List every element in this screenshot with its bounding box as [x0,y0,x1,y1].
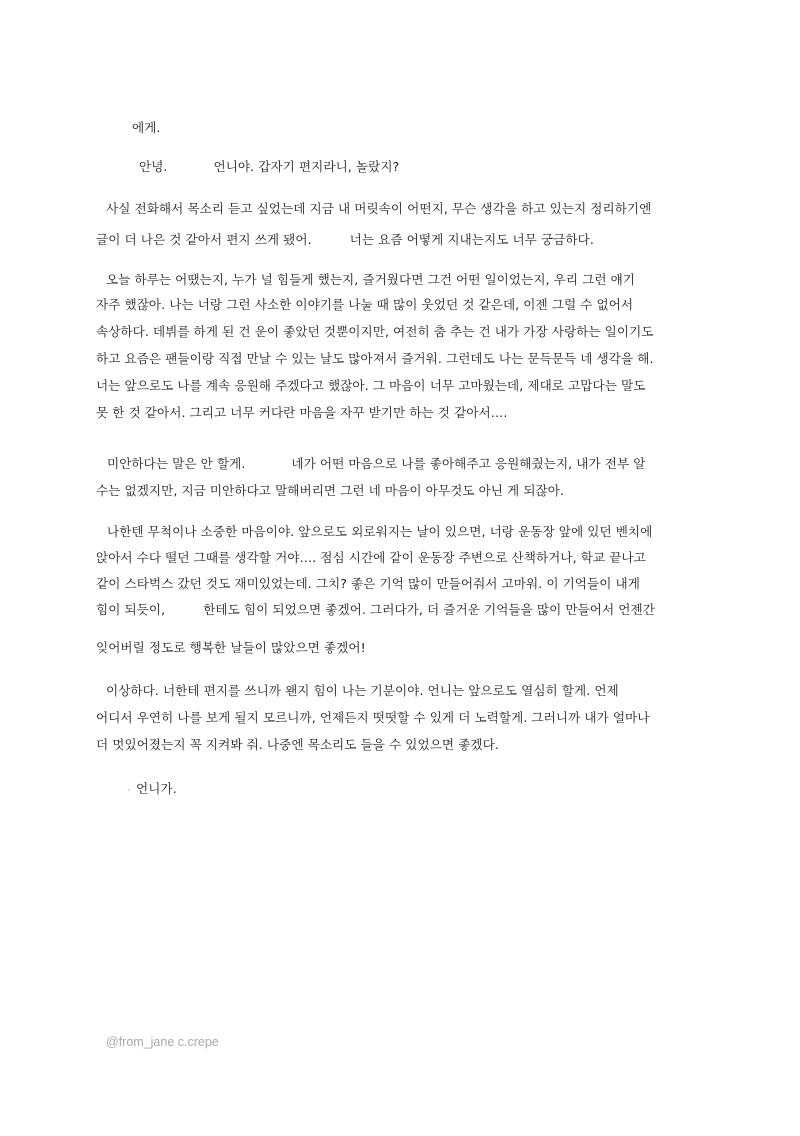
closing [128,781,738,797]
paragraph-line: 앉아서 수다 떨던 그때를 생각할 거야…. 점심 시간에 같이 운동장 주변으로 산책하거나, 학교 끝나고 [96,550,646,565]
paragraph-line: 잊어버릴 정도로 행복한 날들이 많았으면 좋겠어! [96,640,366,655]
paragraph-line: 나한텐 무척이나 소중한 마음이야. 앞으로도 외로워지는 날이 있으면, 너랑 운동장 앞에 있던 벤치에 [107,524,653,539]
paragraph-line-part: 미안하다는 말은 안 할게. [107,456,246,471]
paragraph-line: 속상하다. 데뷔를 하게 된 건 운이 좋았던 것뿐이지만, 여전히 춤 추는 건 내가 가장 사랑하는 일이기도 [96,324,654,339]
paragraph-line [96,602,706,618]
salutation: 에게. [132,120,161,135]
paragraph-line: 이상하다. 너한테 편지를 쓰니까 왠지 힘이 나는 기분이야. 언니는 앞으로도 열심히 할게. 언제 [106,683,619,698]
paragraph-line: 자주 했잖아. 나는 너랑 그런 사소한 이야기를 나눌 때 많이 웃었던 것 같은데, 이젠 그럴 수 없어서 [96,297,634,312]
paragraph-line: 못 한 것 같아서. 그리고 너무 커다란 마음을 자꾸 받기만 하는 것 같아서…. [96,405,508,420]
closing-text: 언니가. [136,781,177,796]
paragraph-line: 수는 없겠지만, 지금 미안하다고 말해버리면 그런 네 마음이 아무것도 아닌 게 되잖아. [96,483,565,498]
paragraph-line: 어디서 우연히 나를 보게 될지 모르니까, 언제든지 떳떳할 수 있게 더 노력할게. 그러니까 내가 얼마나 [96,710,650,725]
paragraph-line-part: 글이 더 나은 것 같아서 편지 쓰게 됐어. [96,232,312,247]
paragraph-line-part: 네가 어떤 마음으로 나를 좋아해주고 응원해줬는지, 내가 전부 알 [291,456,646,471]
footer-credit: @from_jane c.crepe [106,1035,219,1049]
paragraph-line: 더 멋있어졌는지 꼭 지켜봐 줘. 나중엔 목소리도 들을 수 있었으면 좋겠다. [96,737,499,752]
greeting [139,159,749,175]
paragraph-line: 하고 요즘은 팬들이랑 직접 만날 수 있는 날도 많아져서 즐거워. 그런데도 나는 문득문득 네 생각을 해. [96,351,654,366]
greeting-part-2: 언니야. 갑자기 편지라니, 놀랐지? [213,159,400,174]
greeting-part-1: 안녕. [139,159,168,174]
paragraph-line: 너는 앞으로도 나를 계속 응원해 주겠다고 했잖아. 그 마음이 너무 고마웠는데, 제대로 고맙다는 말도 [96,378,646,393]
paragraph-line [107,456,717,472]
paragraph-line-part: 한테도 힘이 되었으면 좋겠어. 그러다가, 더 즐거운 기억들을 많이 만들어서 언젠간 [203,602,655,617]
paragraph-line: 오늘 하루는 어땠는지, 누가 널 힘들게 했는지, 즐거웠다면 그건 어떤 일이었는지, 우리 그런 얘기 [106,272,636,287]
paragraph-line: 같이 스타벅스 갔던 것도 재미있었는데. 그치? 좋은 기억 많이 만들어줘서 고마워. 이 기억들이 내게 [96,576,640,591]
redaction-mark [128,789,130,791]
paragraph-line: 사실 전화해서 목소리 듣고 싶었는데 지금 내 머릿속이 어떤지, 무슨 생각을 하고 있는지 정리하기엔 [106,201,652,216]
paragraph-line-part: 힘이 되듯이, [96,602,166,617]
paragraph-line-part: 너는 요즘 어떻게 지내는지도 너무 궁금하다. [349,232,594,247]
paragraph-line [96,232,706,248]
